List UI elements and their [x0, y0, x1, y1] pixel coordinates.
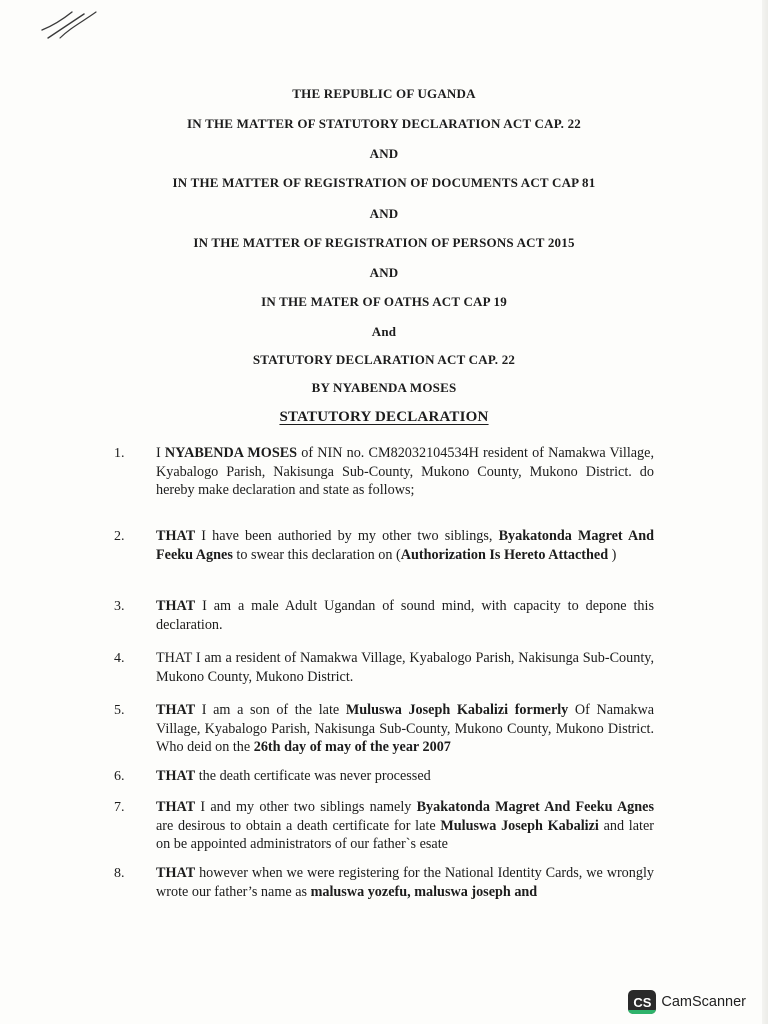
item-number: 4.	[114, 651, 125, 666]
body-text: )	[608, 546, 617, 563]
body-text: however when we were registering for the National Identity Cards, we wrongly wrote our father’s name as	[156, 865, 654, 900]
body-text: Of Namakwa Village, Kyabalogo Parish, Nakisunga Sub-County, Mukono County, Mukono District. Who deid on the	[156, 702, 655, 755]
emphasized-text: maluswa yozefu, maluswa joseph and	[310, 883, 538, 900]
heading-statutory-act: IN THE MATTER OF STATUTORY DECLARATION ACT CAP. 22	[187, 116, 581, 131]
camscanner-brand: CamScanner	[661, 994, 746, 1010]
item-number: 2.	[114, 529, 125, 544]
heading-and-3: AND	[369, 265, 399, 280]
item-number: 1.	[114, 446, 125, 461]
heading-registration-persons: IN THE MATTER OF REGISTRATION OF PERSONS ACT 2015	[193, 235, 575, 250]
heading-oaths-act: IN THE MATER OF OATHS ACT CAP 19	[261, 294, 507, 309]
item-text	[156, 444, 654, 500]
body-text: of NIN no. CM82032104534H resident of Namakwa Village, Kyabalogo Parish, Nakisunga Sub-County, Mukono County, Mukono District. do hereby make declaration and state as follows;	[156, 445, 654, 498]
emphasized-text: Byakatonda Magret And Feeku Agnes	[156, 528, 654, 563]
heading-and-1: AND	[369, 146, 399, 161]
heading-declarant: BY NYABENDA MOSES	[311, 380, 457, 395]
body-text: I am a son of the late	[195, 702, 346, 718]
item-number: 8.	[114, 866, 125, 881]
heading-and-4: And	[371, 324, 397, 339]
handwritten-mark	[38, 8, 102, 42]
emphasized-text: THAT	[156, 528, 196, 544]
item-text	[156, 864, 654, 901]
item-text	[156, 527, 654, 564]
heading-statutory-declaration-act: STATUTORY DECLARATION ACT CAP. 22	[252, 352, 516, 367]
emphasized-text: THAT	[156, 799, 196, 815]
body-text: and later on be appointed administrators of our father`s esate	[156, 817, 654, 852]
emphasized-text: THAT	[156, 768, 196, 784]
emphasized-text: NYABENDA MOSES	[164, 445, 298, 461]
emphasized-text: Byakatonda Magret And Feeku Agnes	[416, 799, 654, 815]
emphasized-text: THAT	[156, 598, 196, 614]
item-number: 7.	[114, 800, 125, 815]
item-text	[156, 767, 654, 786]
emphasized-text: Muluswa Joseph Kabalizi	[440, 817, 599, 834]
item-text	[156, 649, 654, 686]
heading-republic: THE REPUBLIC OF UGANDA	[292, 86, 476, 101]
body-text: THAT I am a resident of Namakwa Village, Kyabalogo Parish, Nakisunga Sub-County, Mukono County, Mukono District.	[156, 650, 654, 685]
heading-and-2: AND	[369, 206, 399, 221]
document-title: STATUTORY DECLARATION	[279, 409, 489, 425]
body-text: to swear this declaration on (	[232, 546, 401, 563]
emphasized-text: Muluswa Joseph Kabalizi formerly	[345, 702, 569, 718]
item-number: 3.	[114, 599, 125, 614]
emphasized-text: 26th day of may of the year 2007	[253, 739, 451, 755]
item-text	[156, 701, 654, 757]
body-text: I have been authoried by my other two siblings,	[195, 528, 499, 544]
emphasized-text: Authorization Is Hereto Attacthed	[400, 546, 609, 563]
item-number: 5.	[114, 703, 125, 718]
item-number: 6.	[114, 769, 125, 784]
item-text	[156, 597, 654, 634]
body-text: I and my other two siblings namely	[195, 799, 417, 815]
item-text	[156, 798, 654, 854]
heading-registration-documents: IN THE MATTER OF REGISTRATION OF DOCUMENTS ACT CAP 81	[172, 175, 596, 190]
camscanner-watermark	[628, 990, 746, 1014]
body-text: I am a male Adult Ugandan of sound mind, with capacity to depone this declaration.	[156, 598, 654, 633]
emphasized-text: THAT	[156, 865, 196, 881]
camscanner-logo-icon: CS	[628, 990, 656, 1014]
body-text: I	[156, 445, 165, 461]
emphasized-text: THAT	[156, 702, 196, 718]
body-text: the death certificate was never processed	[195, 768, 431, 784]
body-text: are desirous to obtain a death certificate for late	[156, 817, 441, 834]
